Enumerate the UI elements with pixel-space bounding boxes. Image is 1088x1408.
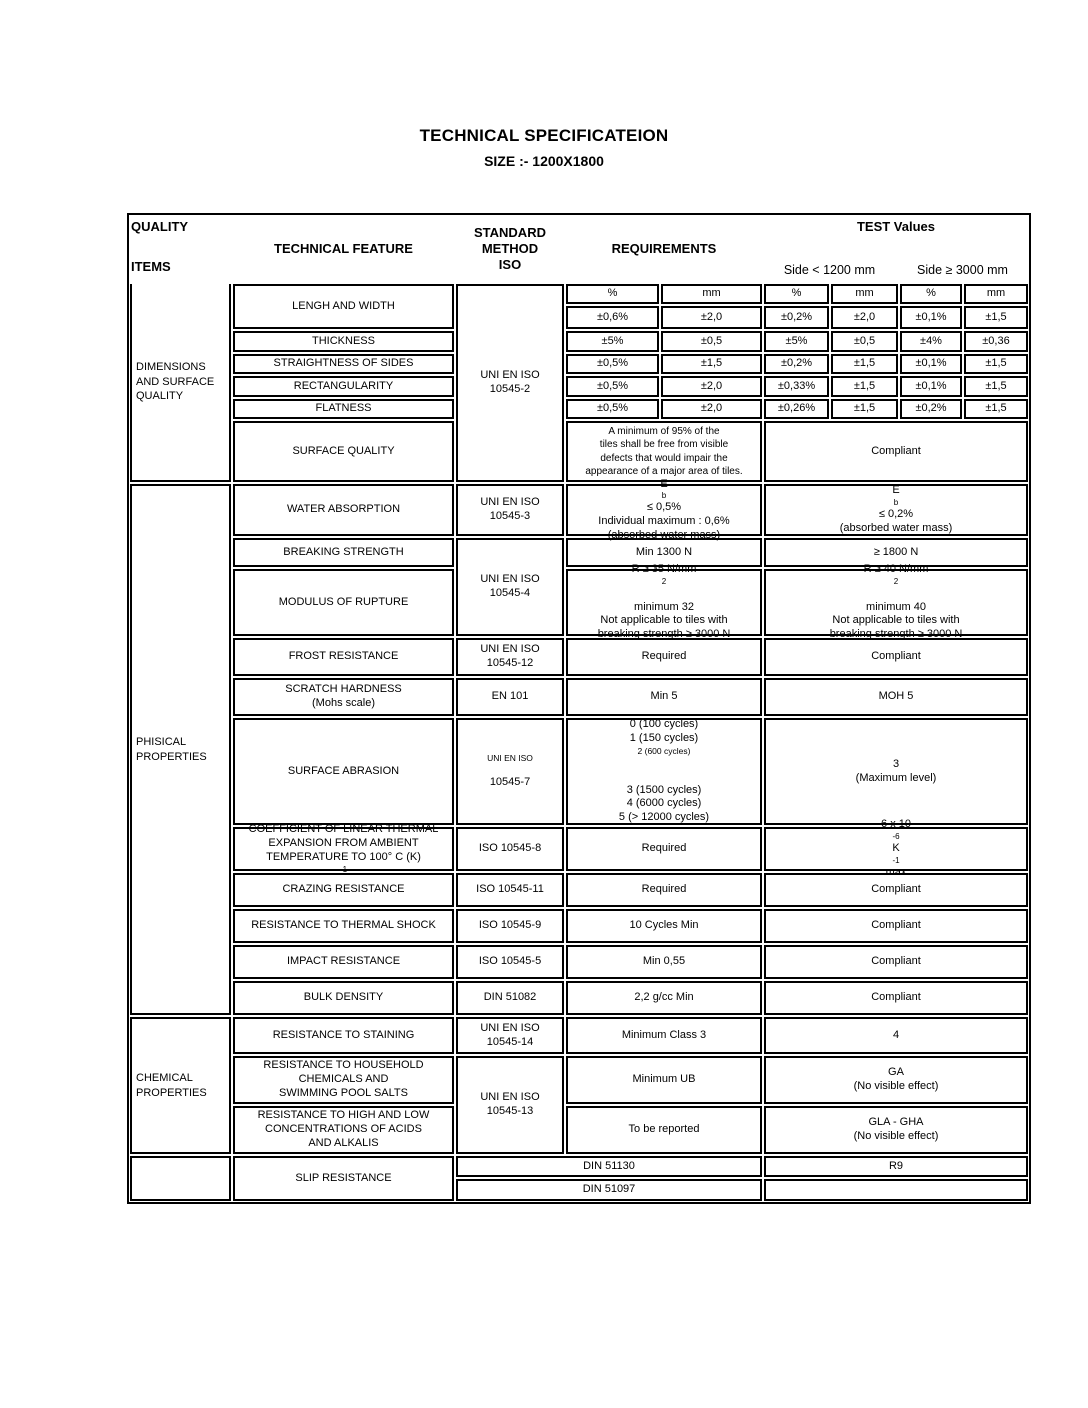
standard-dimensions: UNI EN ISO 10545-2 <box>456 284 564 482</box>
section-chemical: CHEMICAL PROPERTIES <box>130 1017 231 1154</box>
standard-slip-2: DIN 51097 <box>456 1179 762 1201</box>
section-physical: PHISICAL PROPERTIES <box>130 484 231 1015</box>
cell-length-t2-pct: ±0,1% <box>900 306 962 329</box>
feature-breaking-strength: BREAKING STRENGTH <box>233 538 454 567</box>
cell-impact-requirement: Min 0,55 <box>566 945 762 979</box>
cell-length-req-mm: ±2,0 <box>661 306 762 329</box>
cell-thickness-t2-mm: ±0,36 <box>964 331 1028 352</box>
header-side-lt-1200: Side < 1200 mm <box>783 263 876 278</box>
feature-thermal-shock: RESISTANCE TO THERMAL SHOCK <box>233 909 454 943</box>
header-quality-label: QUALITY <box>131 219 189 234</box>
cell-rectangularity-req-pct: ±0,5% <box>566 376 659 397</box>
header-test-values <box>763 215 1029 283</box>
document-subtitle: SIZE :- 1200X1800 <box>484 153 604 169</box>
cell-straightness-t2-pct: ±0,1% <box>900 354 962 374</box>
section-empty <box>130 1156 231 1201</box>
cell-acids-requirement: To be reported <box>566 1106 762 1154</box>
cell-flatness-t1-mm: ±1,5 <box>831 399 898 419</box>
standard-chemical-resistance: UNI EN ISO 10545-13 <box>456 1056 564 1154</box>
cell-staining-test: 4 <box>764 1017 1028 1054</box>
specification-table <box>127 213 1031 1204</box>
standard-frost: UNI EN ISO 10545-12 <box>456 638 564 676</box>
cell-water-test: E b ≤ 0,2% (absorbed water mass) <box>764 484 1028 536</box>
cell-thermal-expansion-test: 6 x 10 -6 K -1 max <box>764 827 1028 871</box>
cell-flatness-t1-pct: ±0,26% <box>764 399 829 419</box>
cell-length-t1-pct: ±0,2% <box>764 306 829 329</box>
cell-thickness-req-pct: ±5% <box>566 331 659 352</box>
feature-acids-alkalis: RESISTANCE TO HIGH AND LOW CONCENTRATIONS OF ACIDS AND ALKALIS <box>233 1106 454 1154</box>
cell-length-req-pct: ±0,6% <box>566 306 659 329</box>
cell-thickness-req-mm: ±0,5 <box>661 331 762 352</box>
cell-thickness-t1-mm: ±0,5 <box>831 331 898 352</box>
cell-frost-requirement: Required <box>566 638 762 676</box>
feature-impact-resistance: IMPACT RESISTANCE <box>233 945 454 979</box>
standard-thermal-shock: ISO 10545-9 <box>456 909 564 943</box>
cell-straightness-t1-mm: ±1,5 <box>831 354 898 374</box>
cell-household-test: GA (No visible effect) <box>764 1056 1028 1104</box>
cell-staining-requirement: Minimum Class 3 <box>566 1017 762 1054</box>
cell-rectangularity-t1-mm: ±1,5 <box>831 376 898 397</box>
cell-flatness-t2-pct: ±0,2% <box>900 399 962 419</box>
cell-rectangularity-req-mm: ±2,0 <box>661 376 762 397</box>
cell-surface-quality-requirement: A minimum of 95% of the tiles shall be free from visible defects that would impair the appearance of a major area of tiles. <box>566 421 762 482</box>
header-side-ge-3000: Side ≥ 3000 mm <box>917 263 1008 278</box>
section-dimensions: DIMENSIONS AND SURFACE QUALITY <box>130 284 231 482</box>
unit-t2-mm: mm <box>964 284 1028 304</box>
header-items-label: ITEMS <box>131 258 171 274</box>
cell-flatness-req-pct: ±0,5% <box>566 399 659 419</box>
feature-staining: RESISTANCE TO STAINING <box>233 1017 454 1054</box>
feature-crazing-resistance: CRAZING RESISTANCE <box>233 873 454 907</box>
cell-thickness-t1-pct: ±5% <box>764 331 829 352</box>
feature-scratch-hardness: SCRATCH HARDNESS (Mohs scale) <box>233 678 454 716</box>
cell-household-requirement: Minimum UB <box>566 1056 762 1104</box>
standard-abrasion-number: 10545-7 <box>489 775 531 788</box>
standard-staining: UNI EN ISO 10545-14 <box>456 1017 564 1054</box>
document-title: TECHNICAL SPECIFICATEION <box>419 126 669 145</box>
feature-surface-abrasion: SURFACE ABRASION <box>233 718 454 825</box>
feature-modulus-rupture: MODULUS OF RUPTURE <box>233 569 454 636</box>
cell-straightness-t2-mm: ±1,5 <box>964 354 1028 374</box>
standard-breaking-modulus: UNI EN ISO 10545-4 <box>456 538 564 636</box>
cell-rectangularity-t2-mm: ±1,5 <box>964 376 1028 397</box>
cell-breaking-requirement: Min 1300 N <box>566 538 762 567</box>
standard-thermal-expansion: ISO 10545-8 <box>456 827 564 871</box>
cell-modulus-requirement: R ≥ 35 N/mm 2 minimum 32 Not applicable to tiles with breaking strength ≥ 3000 N <box>566 569 762 636</box>
feature-household-chemicals: RESISTANCE TO HOUSEHOLD CHEMICALS AND SWIMMING POOL SALTS <box>233 1056 454 1104</box>
standard-scratch: EN 101 <box>456 678 564 716</box>
unit-t2-pct: % <box>900 284 962 304</box>
feature-thickness: THICKNESS <box>233 331 454 352</box>
cell-acids-test: GLA - GHA (No visible effect) <box>764 1106 1028 1154</box>
feature-water-absorption: WATER ABSORPTION <box>233 484 454 536</box>
cell-scratch-requirement: Min 5 <box>566 678 762 716</box>
feature-surface-quality: SURFACE QUALITY <box>233 421 454 482</box>
unit-req-mm: mm <box>661 284 762 304</box>
standard-impact: ISO 10545-5 <box>456 945 564 979</box>
cell-thermal-shock-test: Compliant <box>764 909 1028 943</box>
header-requirements: REQUIREMENTS <box>611 240 717 256</box>
cell-crazing-test: Compliant <box>764 873 1028 907</box>
cell-length-t1-mm: ±2,0 <box>831 306 898 329</box>
header-side-labels <box>763 263 1029 279</box>
cell-flatness-t2-mm: ±1,5 <box>964 399 1028 419</box>
cell-crazing-requirement: Required <box>566 873 762 907</box>
feature-straightness: STRAIGHTNESS OF SIDES <box>233 354 454 374</box>
cell-bulk-density-requirement: 2,2 g/cc Min <box>566 981 762 1015</box>
standard-slip-1: DIN 51130 <box>456 1156 762 1177</box>
standard-abrasion <box>456 718 564 825</box>
feature-rectangularity: RECTANGULARITY <box>233 376 454 397</box>
cell-abrasion-requirement: 0 (100 cycles) 1 (150 cycles) 2 (600 cycles) 3 (1500 cycles) 4 (6000 cycles) 5 (> 12000 cycles) <box>566 718 762 825</box>
cell-thermal-expansion-requirement: Required <box>566 827 762 871</box>
cell-thickness-t2-pct: ±4% <box>900 331 962 352</box>
cell-thermal-shock-requirement: 10 Cycles Min <box>566 909 762 943</box>
header-quality-items <box>129 215 232 283</box>
header-standard-method-iso: STANDARD METHOD ISO <box>474 224 546 273</box>
cell-modulus-test: R ≥ 40 N/mm 2 minimum 40 Not applicable to tiles with breaking strength ≥ 3000 N <box>764 569 1028 636</box>
cell-straightness-req-pct: ±0,5% <box>566 354 659 374</box>
cell-rectangularity-t1-pct: ±0,33% <box>764 376 829 397</box>
unit-t1-mm: mm <box>831 284 898 304</box>
unit-t1-pct: % <box>764 284 829 304</box>
cell-bulk-density-test: Compliant <box>764 981 1028 1015</box>
cell-length-t2-mm: ±1,5 <box>964 306 1028 329</box>
cell-abrasion-test: 3 (Maximum level) <box>764 718 1028 825</box>
feature-length-width: LENGH AND WIDTH <box>233 284 454 329</box>
cell-surface-quality-test: Compliant <box>764 421 1028 482</box>
feature-flatness: FLATNESS <box>233 399 454 419</box>
feature-thermal-expansion: COEFFICIENT OF LINEAR THERMAL EXPANSION FROM AMBIENT TEMPERATURE TO 100° C (K) -1 <box>233 827 454 871</box>
feature-frost-resistance: FROST RESISTANCE <box>233 638 454 676</box>
cell-straightness-t1-pct: ±0,2% <box>764 354 829 374</box>
cell-straightness-req-mm: ±1,5 <box>661 354 762 374</box>
cell-frost-test: Compliant <box>764 638 1028 676</box>
header-technical-feature: TECHNICAL FEATURE <box>274 240 413 256</box>
cell-water-requirement: E b ≤ 0,5% Individual maximum : 0,6% (absorbed water mass) <box>566 484 762 536</box>
unit-req-pct: % <box>566 284 659 304</box>
header-test-values-label: TEST Values <box>856 219 936 234</box>
cell-breaking-test: ≥ 1800 N <box>764 538 1028 567</box>
feature-slip-resistance: SLIP RESISTANCE <box>233 1156 454 1201</box>
cell-scratch-test: MOH 5 <box>764 678 1028 716</box>
cell-rectangularity-t2-pct: ±0,1% <box>900 376 962 397</box>
standard-abrasion-org: UNI EN ISO <box>487 753 533 764</box>
cell-flatness-req-mm: ±2,0 <box>661 399 762 419</box>
cell-impact-test: Compliant <box>764 945 1028 979</box>
standard-crazing: ISO 10545-11 <box>456 873 564 907</box>
standard-water-absorption: UNI EN ISO 10545-3 <box>456 484 564 536</box>
standard-bulk-density: DIN 51082 <box>456 981 564 1015</box>
cell-slip-test-2 <box>764 1179 1028 1201</box>
feature-bulk-density: BULK DENSITY <box>233 981 454 1015</box>
cell-slip-test-1: R9 <box>764 1156 1028 1177</box>
